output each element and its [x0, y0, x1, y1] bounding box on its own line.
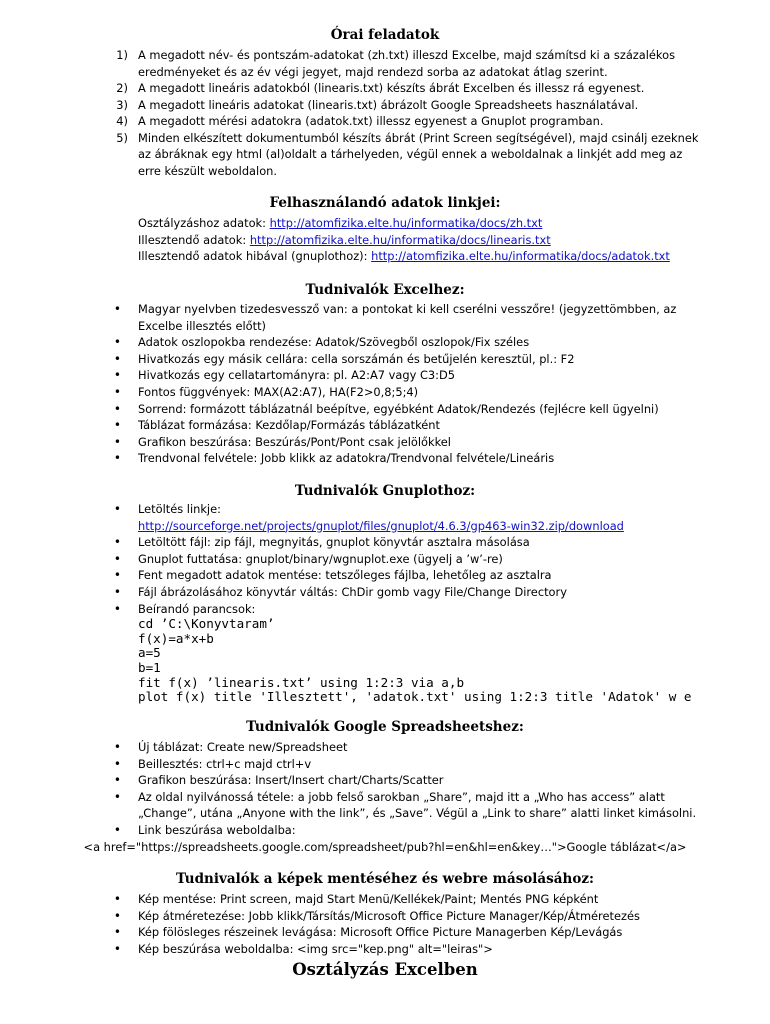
link-line: Illesztendő adatok: http://atomfizika.elte.hu/informatika/docs/linearis.txt: [138, 232, 551, 247]
gs-link-html: <a href="https://spreadsheets.google.com/spreadsheet/pub?hl=en&hl=en&key…">Google táblázat</a>: [83, 839, 687, 854]
bullet-icon: [0, 567, 138, 584]
list-item: • Magyar nyelvben tizedesvessző van: a pontokat ki kell cserélni vesszőre! (jegyzettömbben, az Excelbe illesztés előtt): [0, 301, 770, 334]
code-line: b=1: [138, 660, 161, 675]
footer-heading: Osztályzás Excelben: [292, 960, 478, 979]
gnuplot-download-link[interactable]: http://sourceforge.net/projects/gnuplot/files/gnuplot/4.6.3/gp463-win32.zip/download: [138, 518, 624, 533]
task-list: [0, 47, 770, 179]
excel-list: [0, 301, 770, 467]
links-block: [0, 215, 770, 265]
bullet-icon: [0, 450, 138, 467]
code-line: cd ’C:\Konyvtaram’: [138, 617, 275, 632]
code-line: plot f(x) title 'Illesztett', 'adatok.txt' using 1:2:3 title 'Adatok' w e: [138, 690, 692, 705]
gnuplot-heading: Tudnivalók Gnuplothoz:: [294, 483, 476, 499]
list-item: • Beírandó parancsok:: [0, 601, 770, 618]
code-line: fit f(x) ’linearis.txt’ using 1:2:3 via a,b: [138, 675, 465, 690]
bullet-icon: [0, 417, 138, 434]
list-item: • Kép átméretezése: Jobb klikk/Társítás/Microsoft Office Picture Manager/Kép/Átméretezés: [0, 908, 770, 925]
list-item: • Kép fölösleges részeinek levágása: Microsoft Office Picture Managerben Kép/Levágás: [0, 924, 770, 941]
list-item: • Beillesztés: ctrl+c majd ctrl+v: [0, 756, 770, 773]
bullet-icon: [0, 584, 138, 601]
list-item: • Gnuplot futtatása: gnuplot/binary/wgnuplot.exe (ügyelj a ’w’-re): [0, 551, 770, 568]
list-item: 4) A megadott mérési adatokra (adatok.txt) illessz egyenest a Gnuplot programban.: [116, 114, 604, 128]
bullet-icon: [0, 789, 138, 822]
list-item: • Fájl ábrázolásához könyvtár váltás: ChDir gomb vagy File/Change Directory: [0, 584, 770, 601]
list-item: • Kép mentése: Print screen, majd Start Menü/Kellékek/Paint; Mentés PNG képként: [0, 891, 770, 908]
bullet-icon: [0, 739, 138, 756]
bullet-icon: [0, 501, 138, 534]
linearis-data-link[interactable]: http://atomfizika.elte.hu/informatika/docs/linearis.txt: [249, 232, 551, 247]
list-item: • Táblázat formázása: Kezdőlap/Formázás táblázatként: [0, 417, 770, 434]
code-line: a=5: [138, 646, 161, 661]
list-item: • Hivatkozás egy másik cellára: cella sorszámán és betűjelén keresztül, pl.: F2: [0, 351, 770, 368]
bullet-icon: [0, 924, 138, 941]
bullet-icon: [0, 822, 138, 839]
images-heading: Tudnivalók a képek mentéséhez és webre másolásához:: [176, 871, 594, 887]
list-item: • Letöltött fájl: zip fájl, megnyitás, gnuplot könyvtár asztalra másolása: [0, 534, 770, 551]
bullet-icon: [0, 351, 138, 368]
list-item: • Grafikon beszúrása: Insert/Insert chart/Charts/Scatter: [0, 772, 770, 789]
link-line: Illesztendő adatok hibával (gnuplothoz): http://atomfizika.elte.hu/informatika/docs/adatok.txt: [138, 249, 670, 264]
bullet-icon: [0, 908, 138, 925]
list-item: • Sorrend: formázott táblázatnál beépítve, egyébként Adatok/Rendezés (fejlécre kell ügyelni): [0, 401, 770, 418]
list-item: • Adatok oszlopokba rendezése: Adatok/Szövegből oszlopok/Fix széles: [0, 334, 770, 351]
page-title: Órai feladatok: [330, 27, 440, 43]
list-item: • Fent megadott adatok mentése: tetszőleges fájlba, lehetőleg az asztalra: [0, 567, 770, 584]
bullet-icon: [0, 891, 138, 908]
gs-list: [0, 739, 770, 855]
images-list: [0, 891, 770, 957]
list-item: • Trendvonal felvétele: Jobb klikk az adatokra/Trendvonal felvétele/Lineáris: [0, 450, 770, 467]
bullet-icon: [0, 367, 138, 384]
bullet-icon: [0, 772, 138, 789]
list-item: • Kép beszúrása weboldalba: <img src="kep.png" alt="leiras">: [0, 941, 770, 958]
bullet-icon: [0, 601, 138, 618]
code-line: f(x)=a*x+b: [138, 631, 214, 646]
excel-heading: Tudnivalók Excelhez:: [305, 282, 465, 298]
bullet-icon: [0, 534, 138, 551]
list-item: 5) Minden elkészített dokumentumból készíts ábrát (Print Screen segítségével), majd csinálj ezeknek az ábráknak egy html (al)oldalt a tárhelyeden, végül ennek a weboldalnak a linkjét add meg az erre készült weboldalon.: [116, 130, 699, 178]
bullet-icon: [0, 756, 138, 773]
list-item: 2) A megadott lineáris adatokból (linearis.txt) készíts ábrát Excelben és illessz rá egyenest.: [116, 81, 645, 95]
adatok-data-link[interactable]: http://atomfizika.elte.hu/informatika/docs/adatok.txt: [371, 249, 670, 264]
gs-heading: Tudnivalók Google Spreadsheetshez:: [246, 719, 524, 735]
list-item: • Az oldal nyilvánossá tétele: a jobb felső sarokban „Share”, majd itt a „Who has access” alatt „Change”, utána „Anyone with the link”, és „Save”. Végül a „Link to share” alatti linket kimásolni.: [0, 789, 770, 822]
list-item: • Link beszúrása weboldalba:: [0, 822, 770, 839]
bullet-icon: [0, 384, 138, 401]
bullet-icon: [0, 551, 138, 568]
gnuplot-list: [0, 501, 770, 705]
list-item: • Letöltés linkje: http://sourceforge.net/projects/gnuplot/files/gnuplot/4.6.3/gp463-win32.zip/download: [0, 501, 770, 534]
bullet-icon: [0, 301, 138, 334]
bullet-icon: [0, 434, 138, 451]
list-item: • Új táblázat: Create new/Spreadsheet: [0, 739, 770, 756]
list-item: • Fontos függvények: MAX(A2:A7), HA(F2>0,8;5;4): [0, 384, 770, 401]
links-heading: Felhasználandó adatok linkjei:: [269, 195, 501, 211]
zh-data-link[interactable]: http://atomfizika.elte.hu/informatika/docs/zh.txt: [269, 216, 543, 230]
bullet-icon: [0, 941, 138, 958]
list-item: • Grafikon beszúrása: Beszúrás/Pont/Pont csak jelölőkkel: [0, 434, 770, 451]
link-line: Osztályzáshoz adatok: http://atomfizika.elte.hu/informatika/docs/zh.txt: [138, 216, 543, 230]
list-item: • Hivatkozás egy cellatartományra: pl. A2:A7 vagy C3:D5: [0, 367, 770, 384]
list-item: 3) A megadott lineáris adatokat (linearis.txt) ábrázolt Google Spreadsheets használatával.: [116, 97, 639, 112]
bullet-icon: [0, 334, 138, 351]
list-item: 1) A megadott név- és pontszám-adatokat (zh.txt) illeszd Excelbe, majd számítsd ki a százalékos eredményeket és az év végi jegyet, majd rendezd sorba az adatokat átlag szerint.: [116, 48, 676, 79]
bullet-icon: [0, 401, 138, 418]
